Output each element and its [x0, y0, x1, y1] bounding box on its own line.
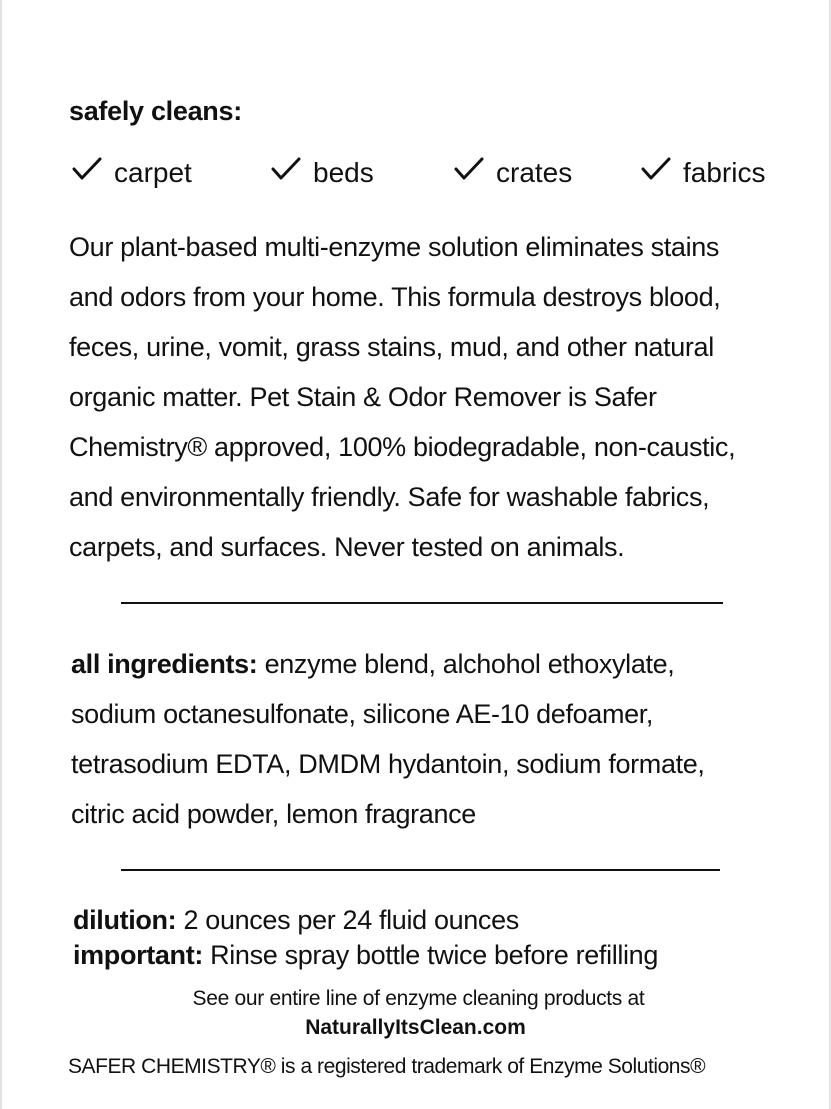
checkmark-icon	[641, 156, 671, 182]
ingredients-line: sodium octanesulfonate, silicone AE-10 defoamer,	[71, 699, 654, 729]
description-line: organic matter. Pet Stain & Odor Remover is Safer	[69, 382, 657, 412]
check-item-beds	[271, 156, 374, 190]
divider-top	[121, 602, 723, 604]
ingredients-section	[71, 639, 705, 839]
check-item-label: carpet	[114, 157, 192, 188]
description-line: carpets, and surfaces. Never tested on animals.	[69, 532, 625, 562]
safely-cleans-heading: safely cleans:	[69, 96, 242, 126]
important-label: important:	[73, 940, 203, 970]
ingredients-label: all ingredients:	[71, 649, 258, 679]
footer-see-line: See our entire line of enzyme cleaning products at	[192, 987, 645, 1010]
dilution-label: dilution:	[73, 905, 177, 935]
description-line: feces, urine, vomit, grass stains, mud, and other natural	[69, 332, 714, 362]
footer-website: NaturallyItsClean.com	[305, 1016, 526, 1039]
description-line: and odors from your home. This formula destroys blood,	[69, 282, 721, 312]
checkmark-icon	[271, 156, 301, 182]
check-item-label: crates	[496, 157, 573, 188]
check-item-fabrics	[641, 156, 765, 190]
ingredients-first-text: enzyme blend, alchohol ethoxylate,	[257, 649, 675, 679]
ingredients-line: tetrasodium EDTA, DMDM hydantoin, sodium formate,	[71, 749, 705, 779]
description-line: Chemistry® approved, 100% biodegradable, non-caustic,	[69, 432, 736, 462]
important-value: Rinse spray bottle twice before refilling	[202, 940, 659, 970]
dilution-value: 2 ounces per 24 fluid ounces	[176, 905, 519, 935]
checkmark-icon	[72, 156, 102, 182]
footer-trademark: SAFER CHEMISTRY® is a registered trademark of Enzyme Solutions®	[68, 1055, 706, 1078]
product-description	[69, 222, 735, 572]
ingredients-line: citric acid powder, lemon fragrance	[71, 799, 476, 829]
check-item-crates	[454, 156, 572, 190]
check-item-label: beds	[313, 157, 374, 188]
check-item-label: fabrics	[683, 157, 766, 188]
description-line: Our plant-based multi-enzyme solution eliminates stains	[69, 232, 720, 262]
check-item-carpet	[72, 156, 192, 190]
dilution-line	[73, 903, 658, 938]
ingredients-first-line	[71, 639, 705, 689]
description-line: and environmentally friendly. Safe for washable fabrics,	[69, 482, 710, 512]
left-edge	[0, 0, 2, 1109]
divider-bottom	[121, 869, 720, 871]
important-line	[73, 938, 658, 973]
checkmark-icon	[454, 156, 484, 182]
usage-info	[73, 903, 658, 973]
